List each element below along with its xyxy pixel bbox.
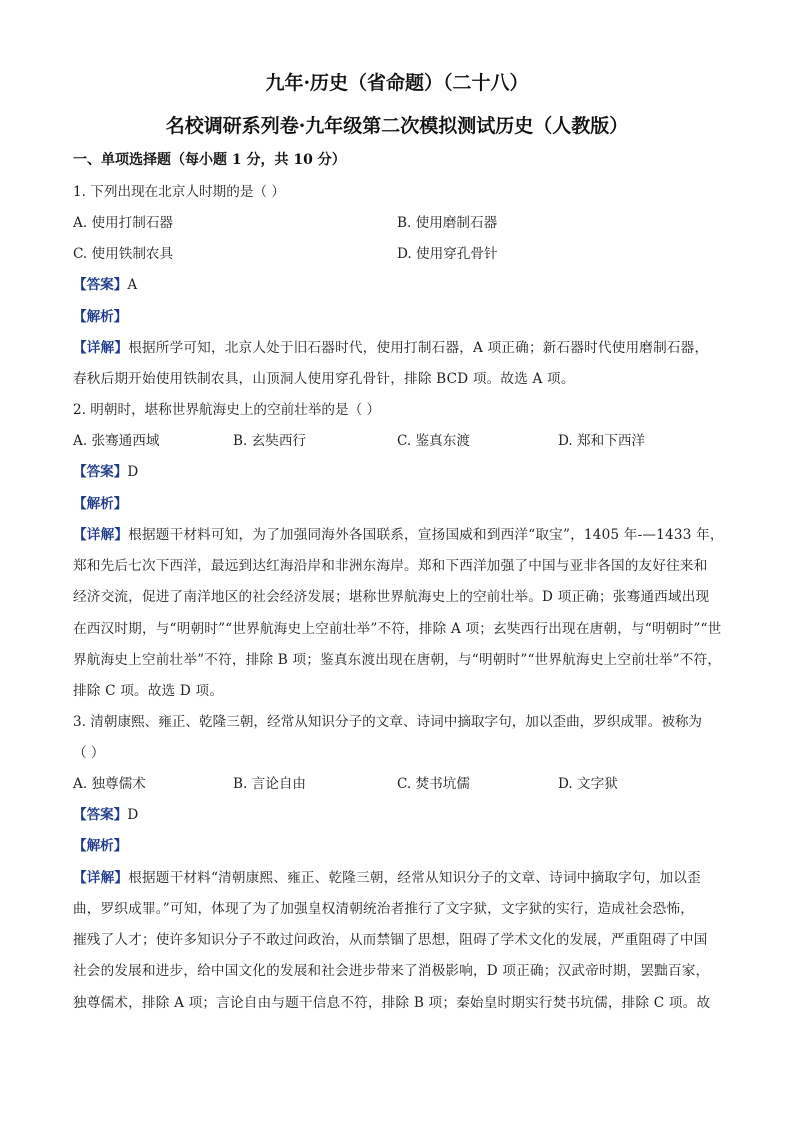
detail-label: 【详解】 (73, 527, 129, 543)
q2-detail-line-5: 界航海史上空前壮举”不符，排除 B 项；鉴真东渡出现在唐朝，与“明朝时”“世界航海史上空前壮举”不符， (73, 652, 722, 668)
q3-detail-text-1: 根据题干材料“清朝康熙、雍正、乾隆三朝，经常从知识分子的文章、诗词中摘取字句，加以歪 (128, 870, 701, 886)
exam-title: 九年·历史（省命题）（二十八） (265, 72, 529, 94)
exam-subtitle: 名校调研系列卷·九年级第二次模拟测试历史（人教版） (165, 115, 629, 137)
q3-answer-value: D (127, 807, 139, 823)
q2-option-d: D. 郑和下西洋 (558, 433, 646, 449)
section-heading: 一、单项选择题（每小题 1 分，共 10 分） (73, 152, 346, 168)
q1-stem: 1. 下列出现在北京人时期的是（ ） (73, 184, 285, 200)
answer-label: 【答案】 (73, 277, 128, 293)
q2-detail-text-1: 根据题干材料可知，为了加强同海外各国联系，宣扬国威和到西洋“取宝”，1405 年-—1433 年， (128, 527, 724, 543)
q1-option-a: A. 使用打制石器 (73, 215, 174, 231)
analysis-label: 【解析】 (73, 309, 128, 325)
answer-label: 【答案】 (73, 807, 128, 823)
q2-answer-row (73, 463, 138, 481)
q3-detail-line-2: 曲，罗织成罪。”可知，体现了为了加强皇权清朝统治者推行了文字狱，文字狱的实行，造成社会恐怖， (73, 901, 695, 917)
q3-detail-line-4: 社会的发展和进步，给中国文化的发展和社会进步带来了消极影响，D 项正确；汉武帝时期，罢黜百家， (73, 963, 710, 979)
q1-option-c: C. 使用铁制农具 (73, 246, 174, 262)
q2-detail-line-1 (73, 526, 724, 544)
q3-option-b: B. 言论自由 (233, 776, 307, 792)
q2-option-b: B. 玄奘西行 (233, 433, 307, 449)
q2-option-c: C. 鉴真东渡 (397, 433, 470, 449)
q2-answer-value: D (127, 464, 139, 480)
q3-stem-line-1: 3. 清朝康熙、雍正、乾隆三朝，经常从知识分子的文章、诗词中摘取字句，加以歪曲，罗织成罪。被称为 (73, 714, 703, 730)
analysis-label: 【解析】 (73, 838, 128, 854)
q3-answer-row (73, 806, 138, 824)
q3-analysis-row (73, 837, 127, 855)
q2-detail-line-6: 排除 C 项。故选 D 项。 (73, 683, 224, 699)
q1-detail-text-1: 根据所学可知，北京人处于旧石器时代，使用打制石器，A 项正确；新石器时代使用磨制石器， (128, 340, 709, 356)
detail-label: 【详解】 (73, 870, 129, 886)
q3-option-c: C. 焚书坑儒 (397, 776, 470, 792)
answer-label: 【答案】 (73, 464, 128, 480)
q3-detail-line-5: 独尊儒术，排除 A 项；言论自由与题干信息不符，排除 B 项；秦始皇时期实行焚书坑儒，排除 C 项。故 (73, 995, 711, 1011)
q1-option-b: B. 使用磨制石器 (397, 215, 498, 231)
q2-stem: 2. 明朝时，堪称世界航海史上的空前壮举的是（ ） (73, 402, 381, 418)
q1-detail-line-1 (73, 339, 708, 357)
q3-option-d: D. 文字狱 (558, 776, 618, 792)
q2-analysis-row (73, 495, 127, 513)
q2-detail-line-2: 郑和先后七次下西洋，最远到达红海沿岸和非洲东海岸。郑和下西洋加强了中国与亚非各国的友好往来和 (73, 558, 708, 574)
q3-option-a: A. 独尊儒术 (73, 776, 146, 792)
detail-label: 【详解】 (73, 340, 129, 356)
q1-answer-row (73, 276, 137, 294)
q1-detail-line-2: 春秋后期开始使用铁制农具，山顶洞人使用穿孔骨针，排除 BCD 项。故选 A 项。 (73, 371, 575, 387)
q3-stem-line-2: （ ） (73, 745, 105, 761)
q3-detail-line-1 (73, 869, 701, 887)
q1-analysis-row (73, 308, 127, 326)
q2-detail-line-3: 经济交流，促进了南洋地区的社会经济发展；堪称世界航海史上的空前壮举。D 项正确；张骞通西域出现 (73, 589, 710, 605)
q1-option-d: D. 使用穿孔骨针 (397, 246, 498, 262)
q2-option-a: A. 张骞通西域 (73, 433, 160, 449)
analysis-label: 【解析】 (73, 496, 128, 512)
q1-answer-value: A (127, 277, 138, 293)
q2-detail-line-4: 在西汉时期，与“明朝时”“世界航海史上空前壮举”不符，排除 A 项；玄奘西行出现在唐朝，与“明朝时”“世 (73, 621, 722, 637)
q3-detail-line-3: 摧残了人才；使许多知识分子不敢过问政治，从而禁锢了思想，阻碍了学术文化的发展，严重阻碍了中国 (73, 932, 708, 948)
